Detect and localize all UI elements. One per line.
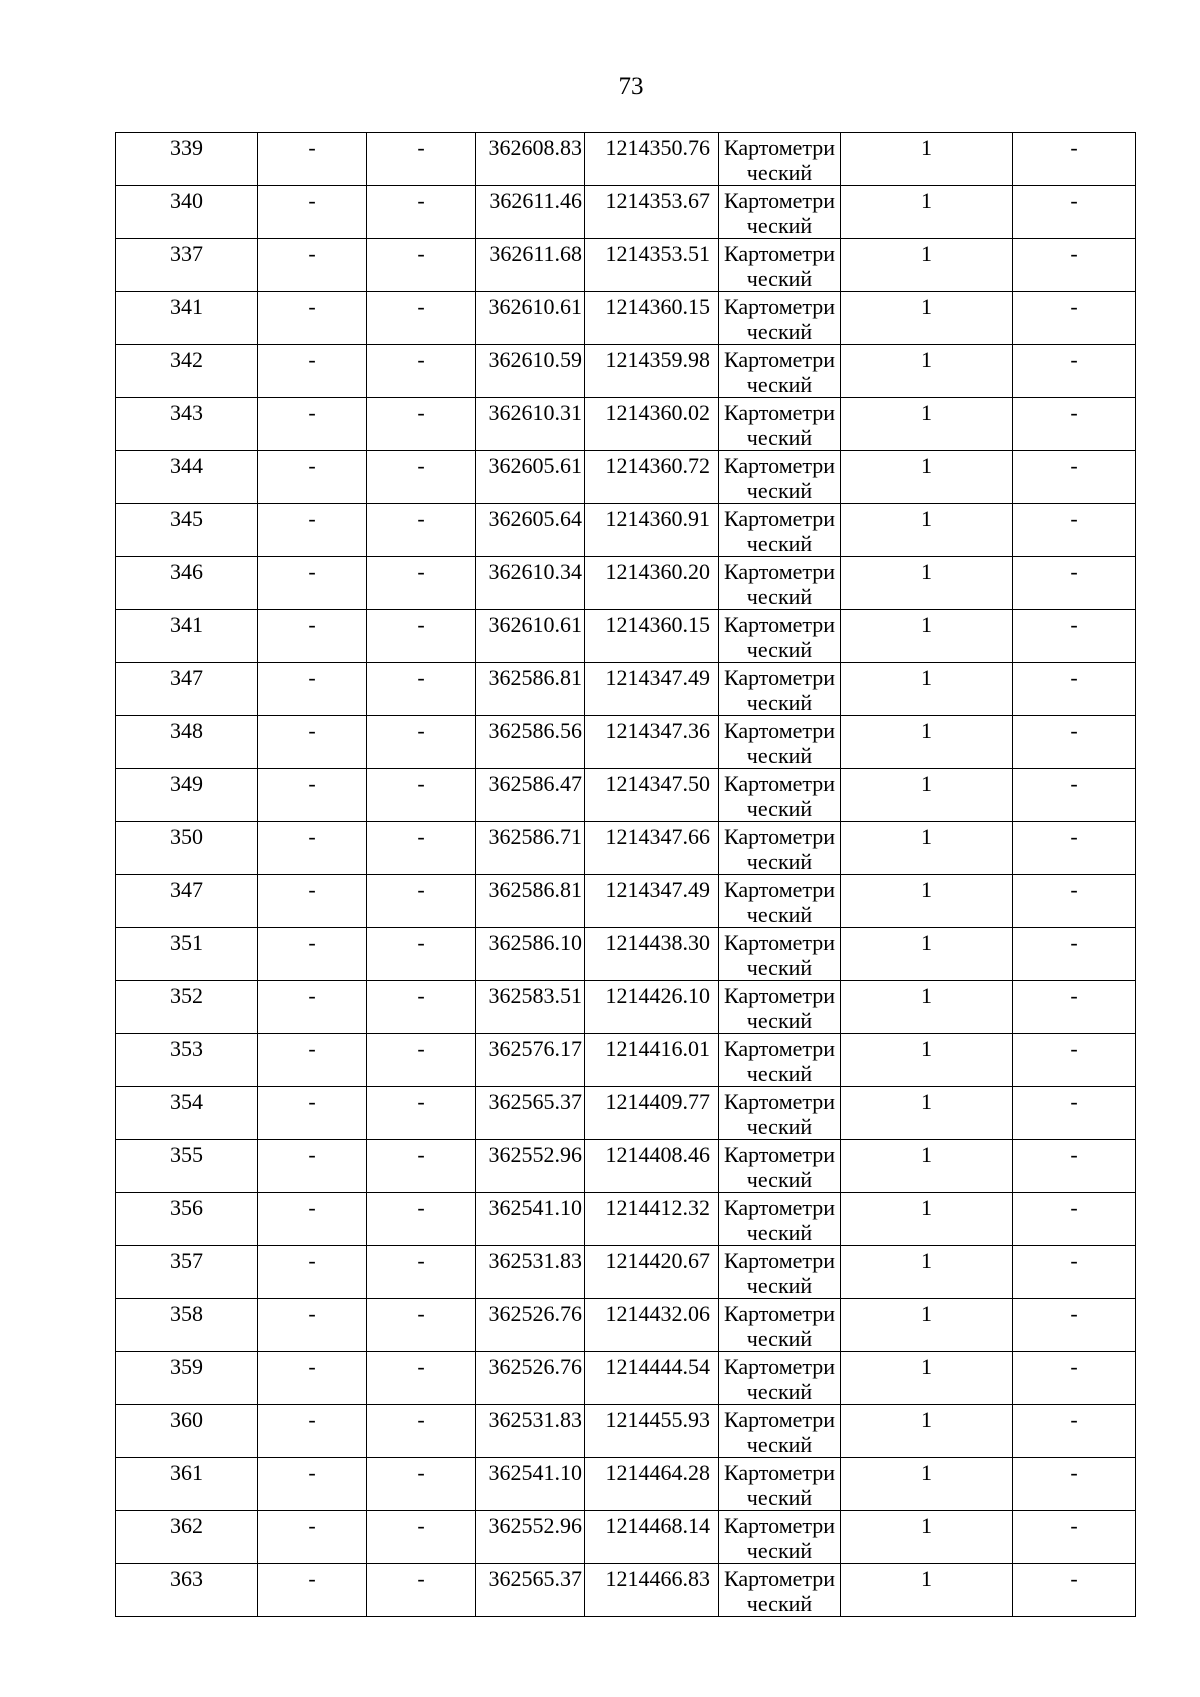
table-row [116,239,1136,292]
dash-cell: - [367,1564,476,1617]
accuracy-cell: 1 [841,928,1013,981]
y-coordinate-cell: 1214353.67 [585,186,719,239]
dash-cell: - [367,822,476,875]
note-cell: - [1013,186,1136,239]
method-cell [719,1352,841,1405]
note-cell: - [1013,1034,1136,1087]
method-text: Картометрический [723,718,836,768]
point-number-cell: 337 [116,239,258,292]
page-number: 73 [618,73,644,100]
note-cell: - [1013,928,1136,981]
accuracy-cell: 1 [841,1140,1013,1193]
y-coordinate-cell: 1214360.20 [585,557,719,610]
dash-cell: - [367,1140,476,1193]
method-cell [719,451,841,504]
dash-cell: - [258,292,367,345]
method-text: Картометрический [723,930,836,980]
dash-cell: - [258,716,367,769]
dash-cell: - [367,1193,476,1246]
dash-cell: - [367,981,476,1034]
method-cell [719,239,841,292]
table-body [116,133,1136,1617]
x-coordinate-cell: 362586.10 [476,928,585,981]
table-row [116,1564,1136,1617]
dash-cell: - [258,1352,367,1405]
y-coordinate-cell: 1214426.10 [585,981,719,1034]
dash-cell: - [367,451,476,504]
point-number-cell: 347 [116,663,258,716]
table-row [116,1405,1136,1458]
dash-cell: - [367,716,476,769]
x-coordinate-cell: 362531.83 [476,1246,585,1299]
dash-cell: - [258,1246,367,1299]
method-cell [719,1034,841,1087]
y-coordinate-cell: 1214409.77 [585,1087,719,1140]
y-coordinate-cell: 1214438.30 [585,928,719,981]
point-number-cell: 339 [116,133,258,186]
point-number-cell: 345 [116,504,258,557]
x-coordinate-cell: 362610.61 [476,610,585,663]
dash-cell: - [258,1564,367,1617]
y-coordinate-cell: 1214353.51 [585,239,719,292]
dash-cell: - [258,504,367,557]
point-number-cell: 353 [116,1034,258,1087]
y-coordinate-cell: 1214360.72 [585,451,719,504]
method-cell [719,1193,841,1246]
dash-cell: - [258,663,367,716]
y-coordinate-cell: 1214466.83 [585,1564,719,1617]
y-coordinate-cell: 1214408.46 [585,1140,719,1193]
note-cell: - [1013,504,1136,557]
table-row [116,451,1136,504]
dash-cell: - [367,1352,476,1405]
method-text: Картометрический [723,1460,836,1510]
dash-cell: - [258,1140,367,1193]
dash-cell: - [258,769,367,822]
note-cell: - [1013,610,1136,663]
x-coordinate-cell: 362610.59 [476,345,585,398]
note-cell: - [1013,663,1136,716]
y-coordinate-cell: 1214347.66 [585,822,719,875]
note-cell: - [1013,292,1136,345]
x-coordinate-cell: 362611.68 [476,239,585,292]
accuracy-cell: 1 [841,1193,1013,1246]
method-cell [719,1564,841,1617]
method-text: Картометрический [723,135,836,185]
dash-cell: - [258,1193,367,1246]
method-cell [719,1511,841,1564]
method-cell [719,716,841,769]
point-number-cell: 351 [116,928,258,981]
point-number-cell: 344 [116,451,258,504]
y-coordinate-cell: 1214347.50 [585,769,719,822]
y-coordinate-cell: 1214420.67 [585,1246,719,1299]
method-text: Картометрический [723,877,836,927]
table-row [116,1140,1136,1193]
note-cell: - [1013,769,1136,822]
method-text: Картометрический [723,1354,836,1404]
dash-cell: - [258,610,367,663]
y-coordinate-cell: 1214464.28 [585,1458,719,1511]
method-text: Картометрический [723,347,836,397]
accuracy-cell: 1 [841,345,1013,398]
method-text: Картометрический [723,1248,836,1298]
x-coordinate-cell: 362605.61 [476,451,585,504]
dash-cell: - [258,1405,367,1458]
coordinates-table [115,132,1136,1617]
method-cell [719,1405,841,1458]
method-text: Картометрический [723,1301,836,1351]
x-coordinate-cell: 362531.83 [476,1405,585,1458]
method-text: Картометрический [723,241,836,291]
dash-cell: - [258,239,367,292]
table-row [116,133,1136,186]
accuracy-cell: 1 [841,981,1013,1034]
method-cell [719,1087,841,1140]
y-coordinate-cell: 1214455.93 [585,1405,719,1458]
method-text: Картометрический [723,1566,836,1616]
x-coordinate-cell: 362610.34 [476,557,585,610]
accuracy-cell: 1 [841,716,1013,769]
x-coordinate-cell: 362611.46 [476,186,585,239]
table-row [116,928,1136,981]
accuracy-cell: 1 [841,133,1013,186]
accuracy-cell: 1 [841,610,1013,663]
point-number-cell: 362 [116,1511,258,1564]
x-coordinate-cell: 362526.76 [476,1352,585,1405]
point-number-cell: 341 [116,292,258,345]
x-coordinate-cell: 362576.17 [476,1034,585,1087]
dash-cell: - [367,1246,476,1299]
accuracy-cell: 1 [841,239,1013,292]
note-cell: - [1013,239,1136,292]
accuracy-cell: 1 [841,186,1013,239]
point-number-cell: 349 [116,769,258,822]
accuracy-cell: 1 [841,292,1013,345]
method-text: Картометрический [723,665,836,715]
dash-cell: - [367,1299,476,1352]
note-cell: - [1013,875,1136,928]
table-row [116,1246,1136,1299]
method-cell [719,769,841,822]
x-coordinate-cell: 362586.81 [476,663,585,716]
table-row [116,1299,1136,1352]
x-coordinate-cell: 362583.51 [476,981,585,1034]
note-cell: - [1013,1458,1136,1511]
dash-cell: - [367,1458,476,1511]
accuracy-cell: 1 [841,769,1013,822]
method-cell [719,1458,841,1511]
dash-cell: - [367,345,476,398]
method-cell [719,557,841,610]
note-cell: - [1013,1193,1136,1246]
table-row [116,1511,1136,1564]
method-cell [719,504,841,557]
x-coordinate-cell: 362552.96 [476,1511,585,1564]
accuracy-cell: 1 [841,557,1013,610]
dash-cell: - [367,186,476,239]
accuracy-cell: 1 [841,1299,1013,1352]
point-number-cell: 356 [116,1193,258,1246]
accuracy-cell: 1 [841,451,1013,504]
accuracy-cell: 1 [841,398,1013,451]
point-number-cell: 358 [116,1299,258,1352]
y-coordinate-cell: 1214347.36 [585,716,719,769]
dash-cell: - [258,451,367,504]
point-number-cell: 348 [116,716,258,769]
dash-cell: - [258,875,367,928]
accuracy-cell: 1 [841,875,1013,928]
method-text: Картометрический [723,453,836,503]
table-row [116,716,1136,769]
x-coordinate-cell: 362541.10 [476,1193,585,1246]
method-cell [719,981,841,1034]
table-row [116,981,1136,1034]
method-text: Картометрический [723,1036,836,1086]
x-coordinate-cell: 362552.96 [476,1140,585,1193]
point-number-cell: 361 [116,1458,258,1511]
note-cell: - [1013,716,1136,769]
point-number-cell: 347 [116,875,258,928]
dash-cell: - [258,557,367,610]
y-coordinate-cell: 1214360.15 [585,292,719,345]
x-coordinate-cell: 362605.64 [476,504,585,557]
point-number-cell: 340 [116,186,258,239]
accuracy-cell: 1 [841,1034,1013,1087]
x-coordinate-cell: 362565.37 [476,1087,585,1140]
point-number-cell: 341 [116,610,258,663]
table-row [116,345,1136,398]
method-text: Картометрический [723,1089,836,1139]
method-text: Картометрический [723,1195,836,1245]
accuracy-cell: 1 [841,1564,1013,1617]
dash-cell: - [258,981,367,1034]
dash-cell: - [367,133,476,186]
dash-cell: - [367,928,476,981]
method-text: Картометрический [723,1513,836,1563]
dash-cell: - [367,610,476,663]
dash-cell: - [258,345,367,398]
y-coordinate-cell: 1214347.49 [585,663,719,716]
point-number-cell: 355 [116,1140,258,1193]
method-text: Картометрический [723,188,836,238]
y-coordinate-cell: 1214360.91 [585,504,719,557]
dash-cell: - [367,663,476,716]
dash-cell: - [258,1034,367,1087]
method-cell [719,133,841,186]
table-row [116,769,1136,822]
dash-cell: - [367,875,476,928]
accuracy-cell: 1 [841,1511,1013,1564]
dash-cell: - [258,928,367,981]
note-cell: - [1013,1564,1136,1617]
note-cell: - [1013,1087,1136,1140]
y-coordinate-cell: 1214412.32 [585,1193,719,1246]
note-cell: - [1013,345,1136,398]
y-coordinate-cell: 1214347.49 [585,875,719,928]
x-coordinate-cell: 362586.71 [476,822,585,875]
y-coordinate-cell: 1214468.14 [585,1511,719,1564]
accuracy-cell: 1 [841,1352,1013,1405]
x-coordinate-cell: 362526.76 [476,1299,585,1352]
dash-cell: - [367,1087,476,1140]
note-cell: - [1013,981,1136,1034]
method-cell [719,875,841,928]
table-row [116,1352,1136,1405]
accuracy-cell: 1 [841,1246,1013,1299]
y-coordinate-cell: 1214360.15 [585,610,719,663]
dash-cell: - [367,292,476,345]
x-coordinate-cell: 362610.61 [476,292,585,345]
note-cell: - [1013,1352,1136,1405]
table-row [116,398,1136,451]
note-cell: - [1013,1299,1136,1352]
dash-cell: - [258,133,367,186]
table-row [116,1034,1136,1087]
dash-cell: - [367,1405,476,1458]
dash-cell: - [367,769,476,822]
accuracy-cell: 1 [841,504,1013,557]
method-cell [719,663,841,716]
y-coordinate-cell: 1214432.06 [585,1299,719,1352]
table-row [116,1193,1136,1246]
method-cell [719,1246,841,1299]
method-text: Картометрический [723,824,836,874]
dash-cell: - [367,239,476,292]
method-cell [719,1299,841,1352]
dash-cell: - [367,1034,476,1087]
table-row [116,1458,1136,1511]
note-cell: - [1013,133,1136,186]
method-cell [719,345,841,398]
method-text: Картометрический [723,294,836,344]
note-cell: - [1013,557,1136,610]
table-row [116,557,1136,610]
x-coordinate-cell: 362586.81 [476,875,585,928]
point-number-cell: 350 [116,822,258,875]
table-row [116,504,1136,557]
point-number-cell: 359 [116,1352,258,1405]
table-row [116,610,1136,663]
note-cell: - [1013,1246,1136,1299]
method-text: Картометрический [723,506,836,556]
point-number-cell: 342 [116,345,258,398]
method-cell [719,610,841,663]
note-cell: - [1013,822,1136,875]
dash-cell: - [258,186,367,239]
point-number-cell: 363 [116,1564,258,1617]
x-coordinate-cell: 362608.83 [476,133,585,186]
accuracy-cell: 1 [841,1087,1013,1140]
accuracy-cell: 1 [841,663,1013,716]
dash-cell: - [367,1511,476,1564]
method-text: Картометрический [723,1407,836,1457]
method-cell [719,1140,841,1193]
point-number-cell: 357 [116,1246,258,1299]
table-row [116,875,1136,928]
y-coordinate-cell: 1214359.98 [585,345,719,398]
y-coordinate-cell: 1214350.76 [585,133,719,186]
y-coordinate-cell: 1214416.01 [585,1034,719,1087]
point-number-cell: 343 [116,398,258,451]
dash-cell: - [258,1458,367,1511]
method-cell [719,822,841,875]
x-coordinate-cell: 362610.31 [476,398,585,451]
x-coordinate-cell: 362586.56 [476,716,585,769]
method-text: Картометрический [723,983,836,1033]
method-cell [719,292,841,345]
dash-cell: - [367,557,476,610]
dash-cell: - [258,1087,367,1140]
point-number-cell: 352 [116,981,258,1034]
note-cell: - [1013,1511,1136,1564]
dash-cell: - [258,1511,367,1564]
x-coordinate-cell: 362586.47 [476,769,585,822]
method-text: Картометрический [723,400,836,450]
method-text: Картометрический [723,771,836,821]
accuracy-cell: 1 [841,1405,1013,1458]
table-row [116,292,1136,345]
y-coordinate-cell: 1214444.54 [585,1352,719,1405]
dash-cell: - [258,398,367,451]
method-text: Картометрический [723,559,836,609]
x-coordinate-cell: 362541.10 [476,1458,585,1511]
method-cell [719,186,841,239]
point-number-cell: 354 [116,1087,258,1140]
note-cell: - [1013,398,1136,451]
method-cell [719,398,841,451]
x-coordinate-cell: 362565.37 [476,1564,585,1617]
method-text: Картометрический [723,1142,836,1192]
accuracy-cell: 1 [841,822,1013,875]
dash-cell: - [367,504,476,557]
note-cell: - [1013,1405,1136,1458]
method-text: Картометрический [723,612,836,662]
point-number-cell: 360 [116,1405,258,1458]
note-cell: - [1013,451,1136,504]
table-row [116,822,1136,875]
y-coordinate-cell: 1214360.02 [585,398,719,451]
dash-cell: - [367,398,476,451]
table-row [116,1087,1136,1140]
dash-cell: - [258,822,367,875]
method-cell [719,928,841,981]
table-row [116,663,1136,716]
table-row [116,186,1136,239]
dash-cell: - [258,1299,367,1352]
point-number-cell: 346 [116,557,258,610]
note-cell: - [1013,1140,1136,1193]
accuracy-cell: 1 [841,1458,1013,1511]
